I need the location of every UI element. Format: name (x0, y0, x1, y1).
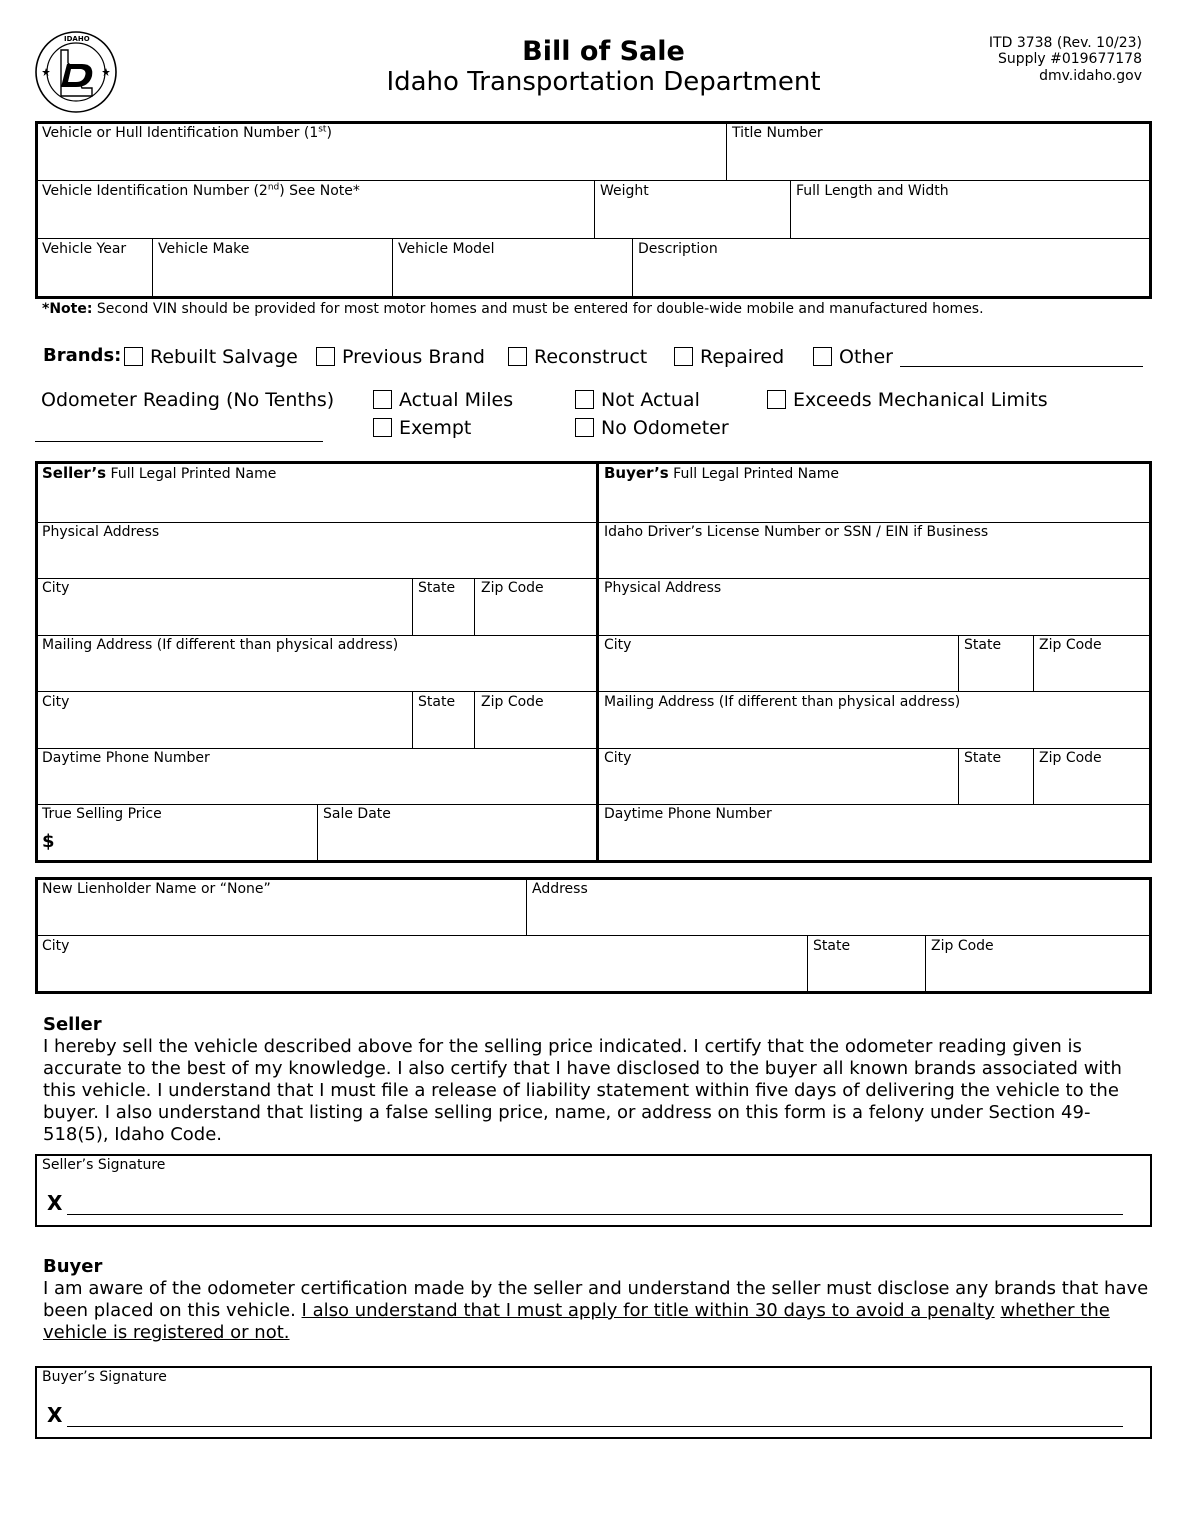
vehicle-model-field[interactable]: Vehicle Model (398, 241, 495, 257)
seller-certification-text: I hereby sell the vehicle described above for the selling price indicated. I certify that the odometer reading given is accurate to the best of my knowledge. I also certify that I have disclosed to the buyer all known brands associated with this vehicle. I understand that I must file a release of liability statement within five days of delivering the vehicle to the buyer. I also understand that listing a false selling price, name, or address on this form is a felony under Section 49-518(5), Idaho Code. (43, 1036, 1122, 1145)
weight-field[interactable]: Weight (600, 183, 649, 199)
dollar-sign: $ (42, 831, 55, 852)
seal-top-text: IDAHO (64, 35, 90, 43)
buyer-mailing-zip-field[interactable]: Zip Code (1039, 750, 1102, 766)
vin1-sup: st (318, 124, 327, 135)
lienholder-name-field[interactable]: New Lienholder Name or “None” (42, 881, 271, 897)
title-number-field[interactable]: Title Number (732, 125, 823, 141)
odo-exceeds-limits-checkbox[interactable] (767, 390, 786, 409)
vin-note (42, 301, 984, 317)
seller-signature-line[interactable] (67, 1214, 1123, 1215)
odo-actual-miles-label: Actual Miles (399, 389, 514, 411)
buyer-mailing-address-field[interactable]: Mailing Address (If different than physical address) (604, 694, 961, 710)
odo-no-odometer-label: No Odometer (601, 417, 729, 439)
buyer-signature-line[interactable] (67, 1426, 1123, 1427)
seller-zip-field[interactable]: Zip Code (481, 580, 544, 596)
seal-ring-text (34, 118, 50, 119)
description-field[interactable]: Description (638, 241, 718, 257)
selling-price-field[interactable]: True Selling Price (42, 806, 162, 822)
note-prefix: *Note: (42, 301, 93, 317)
vin1-field[interactable] (42, 125, 332, 141)
vin1-label: Vehicle or Hull Identification Number (1 (42, 125, 319, 141)
brand-reconstruct-checkbox[interactable] (508, 347, 527, 366)
buyer-city-field[interactable]: City (604, 637, 632, 653)
buyer-signature-x: X (47, 1403, 63, 1427)
buyer-text-4: whether the vehicle is registered or not. (43, 1300, 1110, 1343)
buyer-license-field[interactable]: Idaho Driver’s License Number or SSN / EIN if Business (604, 524, 989, 540)
lienholder-state-field[interactable]: State (813, 938, 851, 954)
vin1-end: ) (326, 125, 332, 141)
brand-repaired-checkbox[interactable] (674, 347, 693, 366)
website: dmv.idaho.gov (1039, 68, 1142, 84)
seller-mailing-address-field[interactable]: Mailing Address (If different than physical address) (42, 637, 399, 653)
odometer-input[interactable] (35, 441, 323, 442)
buyer-text-1: I am aware of the odometer certification made by the seller and understand the seller must disclose any brands that have been placed on this vehicle. (43, 1278, 1149, 1321)
odo-no-odometer-checkbox[interactable] (575, 418, 594, 437)
buyer-signature-box (35, 1366, 1152, 1439)
seller-signature-x: X (47, 1191, 63, 1215)
vin2-label: Vehicle Identification Number (2 (42, 183, 268, 199)
vehicle-year-field[interactable]: Vehicle Year (42, 241, 127, 257)
lienholder-address-field[interactable]: Address (532, 881, 588, 897)
seller-phone-field[interactable]: Daytime Phone Number (42, 750, 210, 766)
buyer-name-label: Full Legal Printed Name (668, 466, 839, 482)
brand-rebuilt-salvage-checkbox[interactable] (124, 347, 143, 366)
buyer-phone-field[interactable]: Daytime Phone Number (604, 806, 772, 822)
buyer-certification-text (43, 1278, 1153, 1344)
seller-signature-box (35, 1154, 1152, 1227)
brand-other-checkbox[interactable] (813, 347, 832, 366)
note-text: Second VIN should be provided for most motor homes and must be entered for double-wide mobile and manufactured homes. (92, 301, 984, 317)
seller-mailing-zip-field[interactable]: Zip Code (481, 694, 544, 710)
length-width-field[interactable]: Full Length and Width (796, 183, 949, 199)
seller-name-label: Full Legal Printed Name (106, 466, 277, 482)
seller-name-bold: Seller’s (42, 464, 107, 482)
odo-exempt-checkbox[interactable] (373, 418, 392, 437)
seller-heading: Seller (43, 1014, 102, 1035)
vehicle-make-field[interactable]: Vehicle Make (158, 241, 250, 257)
brand-reconstruct-label: Reconstruct (534, 346, 648, 368)
buyer-state-field[interactable]: State (964, 637, 1002, 653)
vin2-field[interactable] (42, 183, 360, 199)
brand-other-label: Other (839, 346, 893, 368)
brand-other-input[interactable] (900, 366, 1143, 367)
brands-label: Brands: (43, 345, 122, 366)
buyer-physical-address-field[interactable]: Physical Address (604, 580, 722, 596)
supply-number: Supply #019677178 (997, 51, 1142, 67)
odo-exempt-label: Exempt (399, 417, 472, 439)
odometer-label: Odometer Reading (No Tenths) (41, 389, 335, 411)
page-subtitle: Idaho Transportation Department (386, 67, 821, 97)
buyer-mailing-state-field[interactable]: State (964, 750, 1002, 766)
seller-city-field[interactable]: City (42, 580, 70, 596)
odo-actual-miles-checkbox[interactable] (373, 390, 392, 409)
buyer-signature-label: Buyer’s Signature (42, 1369, 167, 1385)
seller-signature-label: Seller’s Signature (42, 1157, 166, 1173)
buyer-zip-field[interactable]: Zip Code (1039, 637, 1102, 653)
brand-previous-brand-label: Previous Brand (342, 346, 485, 368)
lienholder-zip-field[interactable]: Zip Code (931, 938, 994, 954)
form-number: ITD 3738 (Rev. 10/23) (988, 35, 1142, 51)
page-title: Bill of Sale (522, 36, 685, 67)
seller-name-field[interactable] (42, 465, 276, 482)
lienholder-city-field[interactable]: City (42, 938, 70, 954)
sale-date-field[interactable]: Sale Date (323, 806, 391, 822)
vin2-end: ) See Note* (279, 183, 360, 199)
buyer-text-2: I also understand that I must apply for title within 30 days to avoid a penalty (301, 1300, 995, 1321)
odo-exceeds-limits-label: Exceeds Mechanical Limits (793, 389, 1048, 411)
buyer-name-bold: Buyer’s (604, 464, 669, 482)
buyer-heading: Buyer (43, 1256, 103, 1277)
brand-repaired-label: Repaired (700, 346, 785, 368)
brand-rebuilt-salvage-label: Rebuilt Salvage (150, 346, 298, 368)
odo-not-actual-label: Not Actual (601, 389, 700, 411)
odo-not-actual-checkbox[interactable] (575, 390, 594, 409)
seller-mailing-state-field[interactable]: State (418, 694, 456, 710)
seller-physical-address-field[interactable]: Physical Address (42, 524, 160, 540)
brand-previous-brand-checkbox[interactable] (316, 347, 335, 366)
seller-mailing-city-field[interactable]: City (42, 694, 70, 710)
buyer-mailing-city-field[interactable]: City (604, 750, 632, 766)
vin2-sup: nd (267, 182, 280, 193)
seller-state-field[interactable]: State (418, 580, 456, 596)
buyer-name-field[interactable] (604, 465, 839, 482)
